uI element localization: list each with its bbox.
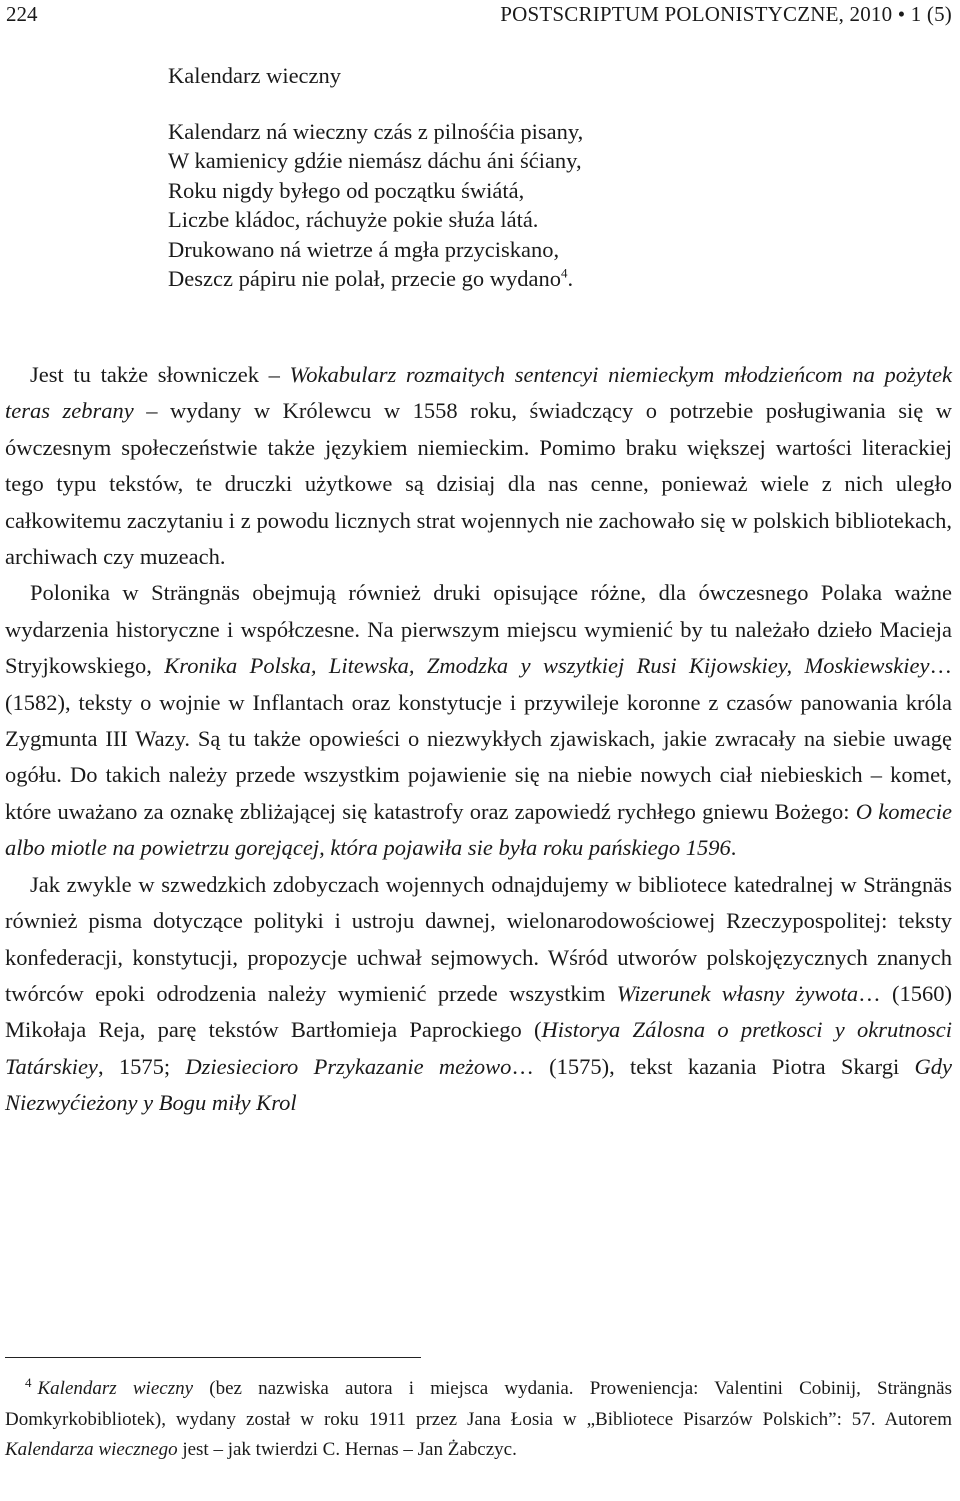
italic-title: Gdy Niezwyćieżony y Bogu miły Krol bbox=[5, 1053, 952, 1116]
italic-title: Wizerunek własny żywota bbox=[616, 980, 859, 1006]
italic-title: Dziesiecioro Przykazanie meżowo bbox=[185, 1053, 512, 1079]
paragraph-2 bbox=[5, 575, 952, 866]
paragraph-3 bbox=[5, 867, 952, 1122]
text-run: jest – jak twierdzi C. Hernas – Jan Żabczyc. bbox=[177, 1439, 517, 1461]
poem-line: Drukowano ná wietrze á mgła przyciskano, bbox=[168, 236, 560, 262]
text-run: Jest tu także słowniczek – bbox=[30, 362, 290, 387]
poem-line: Liczbe kládoc, ráchuyże pokie słuźa látá. bbox=[168, 207, 539, 232]
poem-line: W kamienicy gdźie niemász dáchu áni śćiany, bbox=[168, 148, 582, 173]
text-run: (bez nazwiska autora i miejsca wydania. Proweniencja: Valentini Cobinij, Strängnäs Domkyrkobibliotek), wydany został w roku 1911 przez Jana Łosia w „Bibliotece Pisarzów Polskich”: 57. Autorem bbox=[5, 1378, 952, 1430]
poem-line: Kalendarz ná wieczny czás z pilnośćia pisany, bbox=[168, 118, 584, 144]
footnote-rule bbox=[5, 1357, 421, 1358]
running-header bbox=[6, 2, 952, 36]
italic-title: Wokabularz rozmaitych sentencyi niemieckym młodzieńcom na pożytek teras zebrany bbox=[5, 362, 952, 424]
body-text bbox=[5, 357, 952, 1122]
text-run: – wydany w Królewcu w 1558 roku, świadczący o potrzebie posługiwania się w ówczesnym społeczeństwie także językiem niemieckim. Pomimo braku większej wartości literackiej tego typu tekstów, te druczki użytkowe są dzisiaj dla nas cenne, ponieważ wiele z nich uległo całkowitemu zaczytaniu i z powodu licznych strat wojennych nie zachowało się w polskich bibliotekach, archiwach czy muzeach. bbox=[5, 398, 952, 570]
poem-title: Kalendarz wieczny bbox=[168, 63, 342, 88]
text-run: … (1560) Mikołaja Reja, parę tekstów Bartłomieja Paprockiego ( bbox=[5, 980, 952, 1043]
poem-last-line bbox=[168, 264, 583, 294]
footnote bbox=[5, 1374, 952, 1466]
italic-title: Kalendarza wiecznego bbox=[5, 1439, 178, 1461]
journal-title: POSTSCRIPTUM POLONISTYCZNE, 2010 • 1 (5) bbox=[500, 2, 952, 26]
footnote-4 bbox=[5, 1374, 952, 1466]
text-run: Polonika w Strängnäs obejmują również druki opisujące różne, dla ówczesnego Polaka ważne wydarzenia historyczne i współczesne. Na pierwszym miejscu wymienić by tu należało dzieło Macieja Stryjkowskiego, bbox=[5, 580, 952, 679]
paragraph-1 bbox=[5, 357, 952, 575]
text-run: Jak zwykle w szwedzkich zdobyczach wojennych odnajdujemy w bibliotece katedralnej w Strängnäs również pisma dotyczące polityki i ustroju dawnej, wielonarodowościowej Rzeczypospolitej: teksty konfederacji, konstytucji, propozycje uchwał sejmowych. Wśród utworów polskojęzycznych znanych twórców epoki odrodzenia należy wymienić przede wszystkim bbox=[5, 871, 952, 1006]
poem-block bbox=[168, 61, 583, 294]
italic-title: O komecie albo miotle na powietrzu gorejącej, która pojawiła sie była roku pańskiego 1596 bbox=[5, 798, 952, 861]
text-run: . bbox=[730, 835, 737, 861]
poem-line: Roku nigdy byłego od początku świátá, bbox=[168, 177, 525, 203]
poem-line: Deszcz pápiru nie polał, przecie go wydano bbox=[168, 266, 561, 291]
italic-title: Historya Zálosna o pretkosci y okrutnosci Tatárskiey bbox=[5, 1017, 952, 1079]
page-number: 224 bbox=[6, 2, 38, 26]
text-run: … (1575), tekst kazania Piotra Skargi bbox=[511, 1053, 915, 1079]
text-run: , 1575; bbox=[97, 1053, 186, 1079]
footnote-number: 4 bbox=[25, 1374, 32, 1390]
footnote-reference[interactable]: 4 bbox=[560, 265, 568, 281]
italic-title: Kronika Polska, Litewska, Zmodzka y wszytkiej Rusi Kijowskiey, Moskiewskiey bbox=[164, 653, 930, 679]
poem-end-punctuation: . bbox=[567, 266, 574, 291]
italic-title: Kalendarz wieczny bbox=[37, 1378, 194, 1399]
text-run: … (1582), teksty o wojnie w Inflantach oraz konstytucje i przywileje koronne z czasów panowania króla Zygmunta III Wazy. Są tu także opowieści o niezwykłych zjawiskach, jakie zwracały na siebie uwagę ogółu. Do takich należy przede wszystkim pojawienie się na niebie nowych ciał niebieskich – komet, które uważano za oznakę zbliżającej się katastrofy oraz zapowiedź rychłego gniewu Bożego: bbox=[5, 653, 952, 824]
